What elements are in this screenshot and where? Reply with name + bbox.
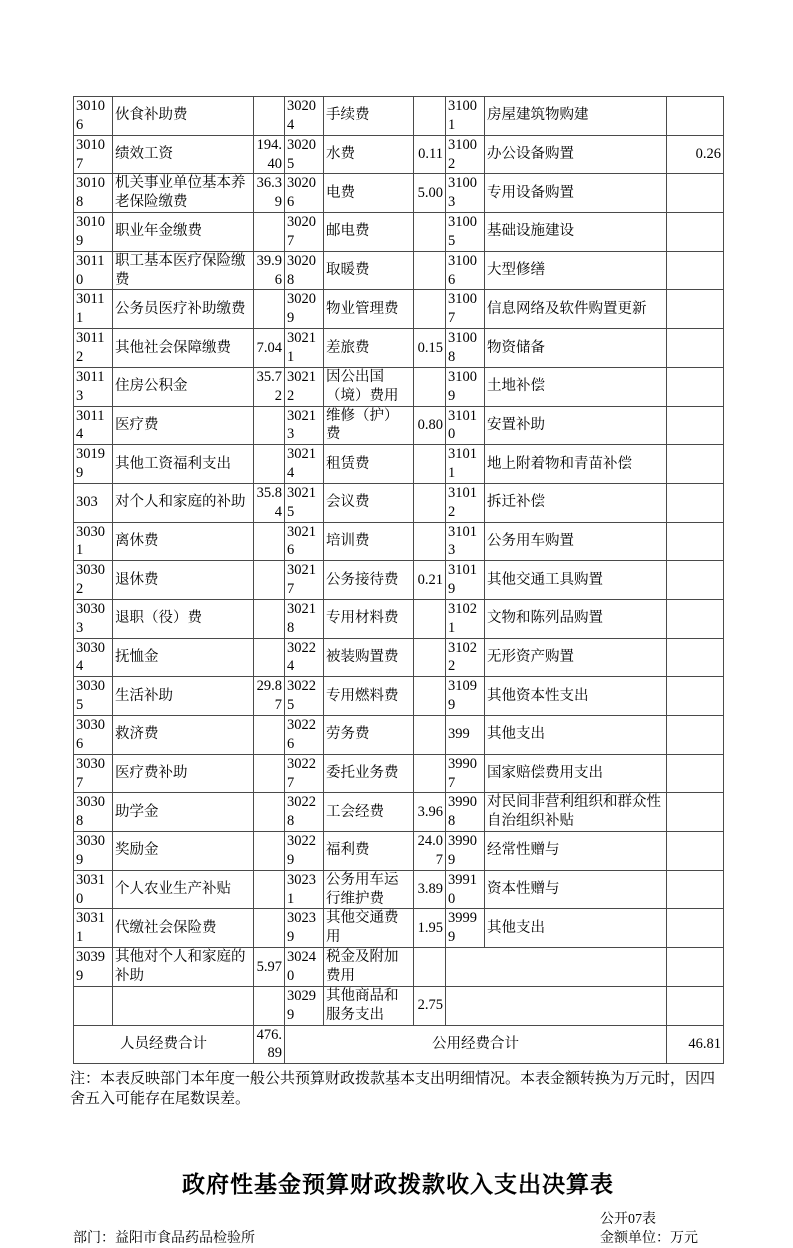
expense-amount-cell (254, 290, 285, 329)
expense-name-cell: 被装购置费 (324, 638, 414, 677)
expense-code-cell: 31003 (446, 174, 485, 213)
expense-amount-cell (254, 909, 285, 948)
table-totals (74, 1025, 724, 1064)
expense-name-cell: 公务用车运行维护费 (324, 870, 414, 909)
expense-amount-cell: 3.89 (414, 870, 446, 909)
expense-amount-cell (667, 832, 724, 871)
expense-name-cell: 医疗费补助 (113, 754, 254, 793)
table-row (74, 97, 724, 136)
expense-code-cell: 30109 (74, 213, 113, 252)
expense-amount-cell (414, 599, 446, 638)
expense-code-cell: 39907 (446, 754, 485, 793)
expense-code-cell: 31099 (446, 677, 485, 716)
expense-amount-cell (414, 445, 446, 484)
expense-name-cell: 医疗费 (113, 406, 254, 445)
expense-name-cell: 职业年金缴费 (113, 213, 254, 252)
expense-name-cell: 房屋建筑物购建 (485, 97, 667, 136)
expense-code-cell: 30212 (285, 367, 324, 406)
expense-amount-cell (414, 522, 446, 561)
expense-code-cell: 30309 (74, 832, 113, 871)
expense-amount-cell (667, 793, 724, 832)
expense-name-cell: 经常性赠与 (485, 832, 667, 871)
expense-code-cell: 30218 (285, 599, 324, 638)
expense-code-cell: 30111 (74, 290, 113, 329)
expense-amount-cell (667, 599, 724, 638)
expense-code-cell: 31002 (446, 135, 485, 174)
expense-code-cell: 31010 (446, 406, 485, 445)
expense-name-cell: 国家赔偿费用支出 (485, 754, 667, 793)
expense-amount-cell: 3.96 (414, 793, 446, 832)
expense-code-cell: 31012 (446, 483, 485, 522)
expense-code-cell: 30311 (74, 909, 113, 948)
expense-name-cell: 其他支出 (485, 716, 667, 755)
expense-amount-cell: 1.95 (414, 909, 446, 948)
expense-code-cell: 30206 (285, 174, 324, 213)
expense-name-cell: 因公出国（境）费用 (324, 367, 414, 406)
expense-amount-cell: 0.21 (414, 561, 446, 600)
expense-amount-cell (254, 716, 285, 755)
expense-code-cell: 30231 (285, 870, 324, 909)
expense-code-cell: 30208 (285, 251, 324, 290)
expense-code-cell: 30107 (74, 135, 113, 174)
expense-code-cell: 30207 (285, 213, 324, 252)
table-row (74, 832, 724, 871)
table-row (74, 174, 724, 213)
expense-amount-cell: 24.07 (414, 832, 446, 871)
expense-code-cell: 30240 (285, 948, 324, 987)
expense-code-cell: 39909 (446, 832, 485, 871)
expense-code-cell: 30110 (74, 251, 113, 290)
expense-name-cell (113, 986, 254, 1025)
expense-name-cell: 伙食补助费 (113, 97, 254, 136)
expense-code-cell: 30305 (74, 677, 113, 716)
expense-amount-cell (667, 251, 724, 290)
expense-name-cell: 职工基本医疗保险缴费 (113, 251, 254, 290)
expense-amount-cell: 0.15 (414, 329, 446, 368)
expense-code-cell: 30308 (74, 793, 113, 832)
expense-amount-cell: 5.00 (414, 174, 446, 213)
expense-name-cell: 工会经费 (324, 793, 414, 832)
expense-code-cell: 31008 (446, 329, 485, 368)
expense-amount-cell (414, 290, 446, 329)
expense-name-cell: 维修（护）费 (324, 406, 414, 445)
expense-amount-cell: 0.26 (667, 135, 724, 174)
expense-code-cell: 31019 (446, 561, 485, 600)
expense-amount-cell: 7.04 (254, 329, 285, 368)
expense-code-cell: 31022 (446, 638, 485, 677)
expense-code-cell: 30226 (285, 716, 324, 755)
expense-name-cell: 离休费 (113, 522, 254, 561)
expense-code-cell: 30108 (74, 174, 113, 213)
table-row (74, 986, 724, 1025)
expense-amount-cell: 5.97 (254, 948, 285, 987)
expense-name-cell: 其他交通费用 (324, 909, 414, 948)
expense-amount-cell (667, 483, 724, 522)
expense-name-cell: 退休费 (113, 561, 254, 600)
table-row (74, 948, 724, 987)
expense-amount-cell (667, 561, 724, 600)
expense-name-cell: 公务用车购置 (485, 522, 667, 561)
expense-code-cell: 303 (74, 483, 113, 522)
report-department: 部门：益阳市食品药品检验所 (73, 1230, 255, 1246)
table-rows (74, 97, 724, 1026)
basic-expenditure-detail-table (73, 96, 724, 1064)
expense-code-cell: 30217 (285, 561, 324, 600)
expense-code-cell: 30310 (74, 870, 113, 909)
expense-amount-cell (667, 367, 724, 406)
expense-code-cell: 30106 (74, 97, 113, 136)
expense-name-cell: 手续费 (324, 97, 414, 136)
expense-code-cell: 30224 (285, 638, 324, 677)
next-report-header (0, 1166, 793, 1247)
expense-name-cell: 物资储备 (485, 329, 667, 368)
expense-amount-cell (667, 522, 724, 561)
expense-code-cell: 30213 (285, 406, 324, 445)
expense-code-cell: 30209 (285, 290, 324, 329)
expense-name-cell: 奖励金 (113, 832, 254, 871)
expense-name-cell: 其他对个人和家庭的补助 (113, 948, 254, 987)
expense-amount-cell (414, 948, 446, 987)
table-row (74, 522, 724, 561)
expense-code-cell: 31005 (446, 213, 485, 252)
expense-code-cell: 30216 (285, 522, 324, 561)
expense-code-cell: 30227 (285, 754, 324, 793)
expense-amount-cell (667, 97, 724, 136)
expense-name-cell: 大型修缮 (485, 251, 667, 290)
report-meta (73, 1199, 723, 1247)
expense-name-cell: 资本性赠与 (485, 870, 667, 909)
expense-code-cell: 30113 (74, 367, 113, 406)
expense-name-cell: 专用材料费 (324, 599, 414, 638)
table-row (74, 909, 724, 948)
expense-name-cell: 物业管理费 (324, 290, 414, 329)
table-row (74, 329, 724, 368)
expense-amount-cell (667, 213, 724, 252)
expense-name-cell: 无形资产购置 (485, 638, 667, 677)
expense-amount-cell (667, 677, 724, 716)
expense-amount-cell (414, 483, 446, 522)
expense-amount-cell (667, 174, 724, 213)
expense-name-cell: 委托业务费 (324, 754, 414, 793)
expense-name-cell: 福利费 (324, 832, 414, 871)
table-row (74, 638, 724, 677)
report-title: 政府性基金预算财政拨款收入支出决算表 (182, 1171, 614, 1197)
expense-code-cell: 30299 (285, 986, 324, 1025)
expense-code-cell: 31006 (446, 251, 485, 290)
table-row (74, 135, 724, 174)
expense-code-cell: 30215 (285, 483, 324, 522)
expense-amount-cell (414, 754, 446, 793)
expense-name-cell: 培训费 (324, 522, 414, 561)
expense-code-cell: 30112 (74, 329, 113, 368)
table-row (74, 290, 724, 329)
table-row (74, 870, 724, 909)
expense-name-cell: 其他支出 (485, 909, 667, 948)
expense-name-cell: 基础设施建设 (485, 213, 667, 252)
expense-code-cell: 30228 (285, 793, 324, 832)
expense-name-cell: 个人农业生产补贴 (113, 870, 254, 909)
expense-amount-cell (414, 677, 446, 716)
expense-amount-cell: 0.11 (414, 135, 446, 174)
expense-name-cell: 对个人和家庭的补助 (113, 483, 254, 522)
expense-name-cell: 专用设备购置 (485, 174, 667, 213)
document-page (0, 96, 793, 1246)
table-row (74, 716, 724, 755)
expense-amount-cell (667, 290, 724, 329)
expense-amount-cell (667, 716, 724, 755)
expense-code-cell: 30225 (285, 677, 324, 716)
expense-name-cell: 其他交通工具购置 (485, 561, 667, 600)
expense-code-cell: 30229 (285, 832, 324, 871)
expense-amount-cell (414, 716, 446, 755)
expense-name-cell: 助学金 (113, 793, 254, 832)
expense-amount-cell (254, 561, 285, 600)
expense-code-cell: 31021 (446, 599, 485, 638)
expense-amount-cell (667, 870, 724, 909)
expense-code-cell: 31009 (446, 367, 485, 406)
expense-code-cell: 30204 (285, 97, 324, 136)
expense-amount-cell (254, 97, 285, 136)
expense-name-cell: 电费 (324, 174, 414, 213)
expense-name-cell: 水费 (324, 135, 414, 174)
expense-name-cell: 退职（役）费 (113, 599, 254, 638)
expense-code-cell: 30303 (74, 599, 113, 638)
expense-name-cell: 抚恤金 (113, 638, 254, 677)
expense-amount-cell (254, 522, 285, 561)
table-row (74, 483, 724, 522)
report-meta-right (600, 1210, 698, 1248)
expense-amount-cell: 29.87 (254, 677, 285, 716)
public-total-value: 46.81 (667, 1025, 724, 1064)
empty-merged-cell (446, 986, 667, 1025)
expense-name-cell: 差旅费 (324, 329, 414, 368)
expense-name-cell: 邮电费 (324, 213, 414, 252)
expense-amount-cell (414, 367, 446, 406)
expense-amount-cell (254, 832, 285, 871)
expense-name-cell: 对民间非营利组织和群众性自治组织补贴 (485, 793, 667, 832)
expense-code-cell: 30302 (74, 561, 113, 600)
expense-amount-cell (254, 406, 285, 445)
expense-name-cell: 其他工资福利支出 (113, 445, 254, 484)
expense-code-cell: 39908 (446, 793, 485, 832)
expense-name-cell: 其他资本性支出 (485, 677, 667, 716)
expense-code-cell: 399 (446, 716, 485, 755)
expense-code-cell: 30114 (74, 406, 113, 445)
public-total-label: 公用经费合计 (285, 1025, 667, 1064)
personnel-total-label: 人员经费合计 (74, 1025, 254, 1064)
expense-amount-cell (667, 754, 724, 793)
expense-name-cell: 其他商品和服务支出 (324, 986, 414, 1025)
expense-name-cell: 文物和陈列品购置 (485, 599, 667, 638)
expense-name-cell: 公务员医疗补助缴费 (113, 290, 254, 329)
table-row (74, 445, 724, 484)
expense-name-cell: 租赁费 (324, 445, 414, 484)
expense-amount-cell (667, 329, 724, 368)
expense-amount-cell: 35.72 (254, 367, 285, 406)
expense-amount-cell (254, 754, 285, 793)
expense-code-cell: 30304 (74, 638, 113, 677)
expense-code-cell: 39999 (446, 909, 485, 948)
expense-name-cell: 救济费 (113, 716, 254, 755)
expense-code-cell: 31007 (446, 290, 485, 329)
expense-code-cell: 31013 (446, 522, 485, 561)
expense-amount-cell (667, 909, 724, 948)
table-row (74, 754, 724, 793)
expense-amount-cell (667, 406, 724, 445)
expense-amount-cell (414, 97, 446, 136)
expense-amount-cell (254, 793, 285, 832)
expense-amount-cell: 35.84 (254, 483, 285, 522)
expense-name-cell: 绩效工资 (113, 135, 254, 174)
personnel-total-value: 476.89 (254, 1025, 285, 1064)
expense-code-cell: 30214 (285, 445, 324, 484)
report-table-number: 公开07表 (600, 1211, 656, 1227)
expense-name-cell: 拆迁补偿 (485, 483, 667, 522)
expense-amount-cell (254, 986, 285, 1025)
expense-name-cell: 取暖费 (324, 251, 414, 290)
expense-name-cell: 机关事业单位基本养老保险缴费 (113, 174, 254, 213)
expense-amount-cell (254, 870, 285, 909)
expense-amount-cell (254, 445, 285, 484)
expense-code-cell: 30399 (74, 948, 113, 987)
expense-name-cell: 公务接待费 (324, 561, 414, 600)
expense-amount-cell (667, 948, 724, 987)
expense-code-cell: 31011 (446, 445, 485, 484)
expense-amount-cell: 2.75 (414, 986, 446, 1025)
expense-code-cell (74, 986, 113, 1025)
table-row (74, 793, 724, 832)
empty-merged-cell (446, 948, 667, 987)
expense-name-cell: 地上附着物和青苗补偿 (485, 445, 667, 484)
expense-amount-cell (667, 986, 724, 1025)
expense-code-cell: 30239 (285, 909, 324, 948)
expense-code-cell: 30307 (74, 754, 113, 793)
table-note: 注：本表反映部门本年度一般公共预算财政拨款基本支出明细情况。本表金额转换为万元时，因四舍五入可能存在尾数误差。 (70, 1071, 716, 1107)
expense-name-cell: 办公设备购置 (485, 135, 667, 174)
expense-name-cell: 住房公积金 (113, 367, 254, 406)
expense-code-cell: 30301 (74, 522, 113, 561)
expense-amount-cell (414, 638, 446, 677)
expense-amount-cell: 194.40 (254, 135, 285, 174)
table-row (74, 213, 724, 252)
expense-amount-cell (414, 251, 446, 290)
expense-name-cell: 信息网络及软件购置更新 (485, 290, 667, 329)
expense-amount-cell: 36.39 (254, 174, 285, 213)
expense-amount-cell (414, 213, 446, 252)
expense-name-cell: 生活补助 (113, 677, 254, 716)
expense-code-cell: 30205 (285, 135, 324, 174)
expense-name-cell: 其他社会保障缴费 (113, 329, 254, 368)
expense-amount-cell (254, 638, 285, 677)
expense-name-cell: 专用燃料费 (324, 677, 414, 716)
expense-name-cell: 安置补助 (485, 406, 667, 445)
expense-code-cell: 39910 (446, 870, 485, 909)
table-row (74, 677, 724, 716)
table-row (74, 367, 724, 406)
expense-amount-cell (254, 213, 285, 252)
table-row (74, 251, 724, 290)
expense-code-cell: 30199 (74, 445, 113, 484)
expense-name-cell: 代缴社会保险费 (113, 909, 254, 948)
expense-amount-cell (667, 445, 724, 484)
expense-amount-cell: 39.96 (254, 251, 285, 290)
totals-row (74, 1025, 724, 1064)
table-row (74, 599, 724, 638)
table-row (74, 406, 724, 445)
expense-name-cell: 税金及附加费用 (324, 948, 414, 987)
report-unit: 金额单位：万元 (600, 1230, 698, 1246)
expense-amount-cell (667, 638, 724, 677)
expense-amount-cell (254, 599, 285, 638)
expense-code-cell: 30306 (74, 716, 113, 755)
expense-code-cell: 30211 (285, 329, 324, 368)
expense-name-cell: 土地补偿 (485, 367, 667, 406)
expense-amount-cell: 0.80 (414, 406, 446, 445)
table-row (74, 561, 724, 600)
expense-name-cell: 会议费 (324, 483, 414, 522)
expense-name-cell: 劳务费 (324, 716, 414, 755)
expense-code-cell: 31001 (446, 97, 485, 136)
